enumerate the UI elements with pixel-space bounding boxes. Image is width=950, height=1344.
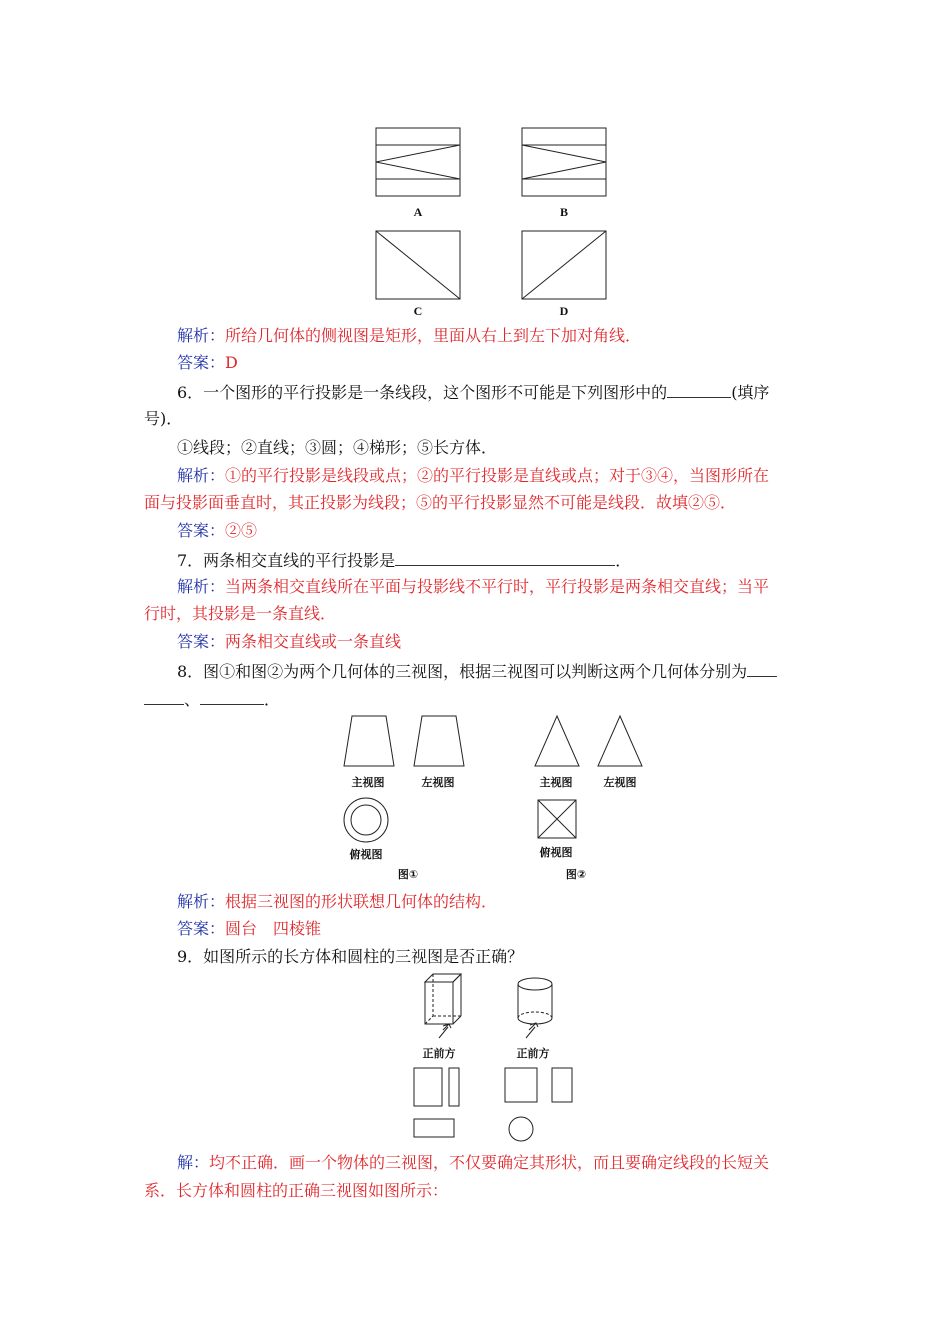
option-label-d: D — [559, 304, 569, 318]
answer-blank — [747, 660, 777, 677]
top-view-label-1: 俯视图 — [349, 848, 383, 861]
question-8-three-view-figure — [330, 710, 660, 890]
q6-stem: 6．一个图形的平行投影是一条线段，这个图形不可能是下列图形中的 (填序 — [177, 383, 770, 402]
q7-answer: 答案：两条相交直线或一条直线 — [177, 632, 402, 651]
q9-stem: 9．如图所示的长方体和圆柱的三视图是否正确？ — [177, 947, 524, 966]
q9-solution-cont: 系．长方体和圆柱的正确三视图如图所示： — [144, 1181, 449, 1200]
figure-2-label: 图② — [565, 868, 587, 881]
front-direction-label-1: 正前方 — [422, 1047, 456, 1060]
option-label-b: B — [559, 205, 569, 219]
q5-answer: 答案：D — [177, 353, 238, 372]
front-view-label-2: 主视图 — [539, 776, 573, 789]
q6-analysis-cont: 面与投影面垂直时，其正投影为线段；⑤的平行投影显然不可能是线段．故填②⑤． — [144, 493, 737, 512]
option-label-c: C — [413, 304, 423, 318]
q8-answer: 答案：圆台 四棱锥 — [177, 919, 322, 938]
figure-1-label: 图① — [397, 868, 419, 881]
q6-analysis: 解析：①的平行投影是线段或点；②的平行投影是直线或点；对于③④，当图形所在 — [177, 466, 770, 485]
q6-options: ①线段；②直线；③圆；④梯形；⑤长方体． — [177, 438, 498, 457]
q5-analysis: 解析：所给几何体的侧视图是矩形，里面从右上到左下加对角线． — [177, 326, 642, 345]
answer-blank — [200, 688, 264, 705]
front-direction-label-2: 正前方 — [516, 1047, 550, 1060]
q6-answer: 答案：②⑤ — [177, 521, 258, 540]
front-view-label-1: 主视图 — [351, 776, 385, 789]
answer-blank — [395, 549, 615, 566]
question-9-figure — [405, 972, 585, 1147]
top-view-label-2: 俯视图 — [539, 846, 573, 859]
answer-blank — [144, 688, 184, 705]
q8-analysis: 解析：根据三视图的形状联想几何体的结构． — [177, 892, 498, 911]
q7-stem: 7．两条相交直线的平行投影是 ． — [177, 551, 632, 570]
q7-analysis: 解析：当两条相交直线所在平面与投影线不平行时，平行投影是两条相交直线；当平 — [177, 577, 770, 596]
q7-analysis-cont: 行时，其投影是一条直线． — [144, 604, 337, 623]
q8-stem: 8．图①和图②为两个几何体的三视图，根据三视图可以判断这两个几何体分别为 — [177, 660, 777, 683]
q6-stem-cont: 号)． — [144, 409, 183, 428]
answer-blank — [667, 381, 731, 398]
question-5-options-figure — [360, 120, 630, 320]
side-view-label-1: 左视图 — [421, 776, 455, 789]
side-view-label-2: 左视图 — [603, 776, 637, 789]
q8-stem-cont: 、 ． — [144, 688, 280, 711]
option-label-a: A — [413, 205, 423, 219]
q9-solution: 解：均不正确．画一个物体的三视图，不仅要确定其形状，而且要确定线段的长短关 — [177, 1153, 770, 1172]
